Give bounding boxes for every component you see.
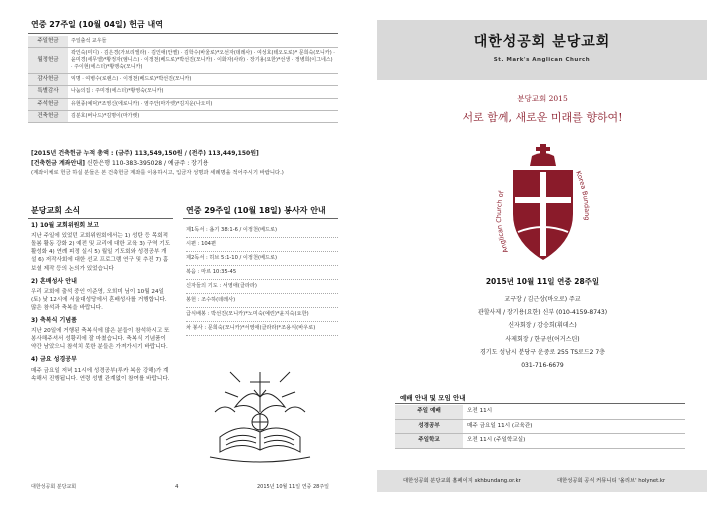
building-fund-instruction: (계좌이체로 헌금 하실 분들은 본 건축헌금 계좌를 이용하시고, 입금자 성명과 세례명을 적어주시기 바랍니다.) xyxy=(31,170,284,177)
footer-date: 2015년 10월 11일 연중 28주일 xyxy=(257,484,329,490)
offering-label: 감사헌금 xyxy=(28,73,68,85)
staff-line: 교구장 / 김근상(바오로) 주교 xyxy=(504,296,581,303)
guide-label: 주일 예배 xyxy=(395,405,463,419)
building-fund-account xyxy=(31,160,341,168)
offering-label: 주일헌금 xyxy=(28,36,68,48)
guide-value: 오전 11시 xyxy=(463,405,685,419)
offering-note xyxy=(31,150,341,179)
service-item: 차 봉사 : 문희숙(모니카)*서영애(클라라)*조용식(바우로) xyxy=(186,322,338,336)
offering-label: 주석헌금 xyxy=(28,98,68,110)
guide-value: 오전 11시 (주일학교실) xyxy=(463,434,685,449)
offering-row xyxy=(28,73,338,85)
service-list xyxy=(186,224,338,336)
news-text: 매주 금요일 저녁 11시에 성경공부(루카 복음 강해)가 계속해서 진행됩니다. 연령 성별 관계없이 참여를 바랍니다. xyxy=(31,367,170,382)
community-link[interactable]: 대한성공회 공식 커뮤니티 '올리브' holynet.kr xyxy=(557,478,666,484)
guide-row xyxy=(395,405,685,419)
emblem-text-right: Korea Bundang xyxy=(574,169,592,221)
offering-label: 특별감사 xyxy=(28,86,68,98)
news-text: 지난 20일에 거행된 축복식에 많은 분들이 참석하시고 또 봉사해주셔서 성황리에 잘 마쳤습니다. 축복식 기념품이 약간 남았으니 참석치 못한 분들은 가져가시기 바랍니다. xyxy=(31,328,170,351)
service-date: 2015년 10월 11일 연중 28주일 xyxy=(485,277,600,286)
news-divider xyxy=(28,218,173,219)
service-item: 봉헌 : 조수하(데레사) xyxy=(186,294,338,308)
staff-line: 사제회장 / 한규선(어거스틴) xyxy=(505,335,580,343)
offering-row xyxy=(28,110,338,122)
svg-text:Korea Bundang xyxy=(574,170,591,221)
church-name: 대한성공회 분당교회 xyxy=(473,34,611,50)
bottom-bar xyxy=(377,470,707,492)
service-item: 복음 : 마르 10:35-45 xyxy=(186,266,338,280)
news-text: 우리 교회에 출석 중인 이준영, 오희미 님이 10월 24일(토) 낮 12시에 서울대성당에서 혼배성사를 거행합니다. 많은 참석과 축복을 바랍니다. xyxy=(31,288,167,311)
motto-year: 분당교회 2015 xyxy=(517,94,568,103)
news-heading: 4) 금요 성경공부 xyxy=(31,356,77,364)
offering-label: 월정헌금 xyxy=(28,48,68,73)
staff-line: 신자회장 / 강승희(휘데스) xyxy=(508,322,577,330)
staff-line: 031-716-6679 xyxy=(521,361,564,369)
staff-line: 경기도 성남시 분당구 운중로 255 TS로드2 7층 xyxy=(480,348,605,356)
news-list xyxy=(31,222,171,383)
church-english-name: St. Mark's Anglican Church xyxy=(493,57,591,63)
news-heading: 3) 축복식 기념품 xyxy=(31,317,77,325)
offering-row xyxy=(28,98,338,110)
guide-row xyxy=(395,419,685,434)
offering-row xyxy=(28,36,338,48)
offering-value: 김분호(버나드)*김명이(마가렛) xyxy=(68,110,338,122)
news-title: 분당교회 소식 xyxy=(31,206,81,215)
service-title: 연중 29주일 (10월 18일) 봉사자 안내 xyxy=(186,206,326,215)
service-item: 급식배봉 : 박선진(모니카)*노미숙(예린)*윤지숙(요한) xyxy=(186,308,338,322)
offering-value: 익명 · 여병수(로렌스) · 이정천(베드로)*박선진(모니카) xyxy=(68,73,338,85)
news-heading: 1) 10월 교회위원회 보고 xyxy=(31,222,99,229)
offering-title: 연중 27주일 (10월 04일) 헌금 내역 xyxy=(31,20,163,29)
svg-text:Anglican Church of xyxy=(495,190,510,254)
service-item: 제2독서 : 히브 5:1-10 / 이정천(베드로) xyxy=(186,252,338,266)
offering-value: 나눔의집 : 주미정(에스더)*황영숙(모니카) xyxy=(68,86,338,98)
building-fund-total: [2015년 건축헌금 누적 총액 : (금주) 113,549,150원 / (전주) 113,449,150원] xyxy=(31,150,259,157)
service-item: 신자들의 기도 : 서영애(클라라) xyxy=(186,280,338,294)
offering-row xyxy=(28,48,338,73)
anglican-emblem-icon xyxy=(488,142,598,264)
homepage-link[interactable]: 대한성공회 분당교회 홈페이지 skhbundang.or.kr xyxy=(403,478,521,484)
offering-row xyxy=(28,86,338,98)
guide-label: 성경공부 xyxy=(395,419,463,434)
offering-value: 곽인숙(미디) · 김은경(가브리엘라) · 김인애(안젤) · 김학수(바울로)*오선자(데레사) · 여성호(테오도로)* 문희숙(모니카) · 윤미경(세무엘)*황정자(엠니스) · 이정천(베드로)*박선진(모니카) · 이화자(사라) · 장기용(요한)*선생 · 정병희(이그네스) · 주이현(에스더)*황맹숙(모니카) xyxy=(68,48,338,73)
service-item: 제1독서 : 욥기 38:1-6 / 이정천(베드로) xyxy=(186,224,338,238)
page-number: 4 xyxy=(175,484,179,490)
staff-line: 관할사제 / 장기용(요한) 신부 (010-4159-8743) xyxy=(477,309,608,317)
guide-table xyxy=(395,405,685,449)
guide-title: 예배 안내 및 모임 안내 xyxy=(400,394,466,402)
guide-divider xyxy=(395,403,685,404)
header-bar xyxy=(377,20,707,80)
guide-row xyxy=(395,434,685,449)
service-item: 시편 : 104편 xyxy=(186,238,338,252)
offering-value: 주일출석 교우들 xyxy=(68,36,338,48)
offering-value: 유현종(예덕)*조영신(에로니카) · 염주안(마가렛)*김지운(나오미) xyxy=(68,98,338,110)
account-label: [건축헌금 계좌안내] xyxy=(31,160,85,168)
staff-list xyxy=(365,296,720,375)
emblem-text-left: Anglican Church of xyxy=(494,190,510,254)
guide-value: 매주 금요일 11시 (교육관) xyxy=(463,419,685,434)
offering-divider xyxy=(28,33,338,34)
bible-dove-illustration xyxy=(200,352,320,472)
motto: 서로 함께, 새로운 미래를 향하여! xyxy=(462,111,623,124)
news-heading: 2) 혼배성사 안내 xyxy=(31,277,77,285)
footer-church: 대한성공회 분당교회 xyxy=(31,484,77,490)
news-text: 지난 주일에 있었던 교회위원회에서는 1) 성탄 등 목회적 돌봄 활동 강화 2) 예전 및 교리에 대한 교육 3) 구역 기도 활성화 4) 연례 피정 실시 5) 월일 기도회와 성경공부 개설 6) 저작사회에 대한 선교 프로그램 연구 및 추진 7) 홈보셜 제작 등의 논의가 있었습니다 xyxy=(31,233,171,272)
right-page xyxy=(365,0,720,508)
account-text: 신한은행 110-383-395028 / 예금주 : 장기용 xyxy=(84,160,209,168)
offering-label: 건축헌금 xyxy=(28,110,68,122)
guide-label: 주일학교 xyxy=(395,434,463,449)
offering-table xyxy=(28,36,338,123)
service-divider xyxy=(183,218,338,219)
